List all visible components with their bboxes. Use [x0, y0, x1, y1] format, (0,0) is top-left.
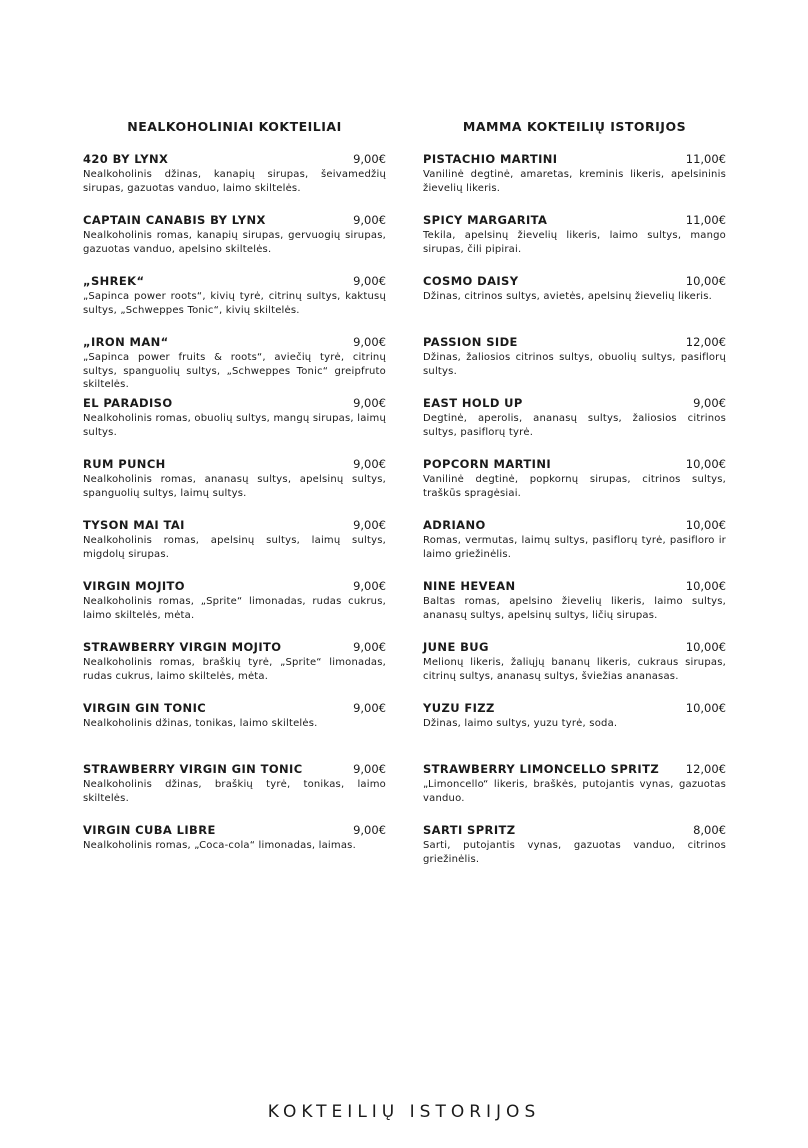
menu-item-description: Nealkoholinis romas, ananasų sultys, apelsinų sultys, spanguolių sultys, laimų sultys.	[83, 474, 386, 499]
menu-item-description: „Sapinca power roots“, kivių tyrė, citrinų sultys, kaktusų sultys, „Schweppes Tonic“, kivių skiltelės.	[83, 291, 386, 316]
menu-item	[423, 823, 726, 884]
menu-item-name: RUM PUNCH	[83, 457, 166, 471]
menu-item-description: Nealkoholinis džinas, braškių tyrė, tonikas, laimo skiltelės.	[83, 779, 386, 804]
footer-title: KOKTEILIŲ ISTORIJOS	[267, 1102, 541, 1122]
menu-item-header	[423, 701, 726, 715]
menu-item-price: 9,00€	[353, 701, 386, 715]
menu-item-price: 10,00€	[685, 457, 726, 471]
mamma-cocktails-column	[423, 119, 726, 884]
menu-item-name: STRAWBERRY VIRGIN MOJITO	[83, 640, 282, 654]
menu-item-price: 10,00€	[685, 579, 726, 593]
column-title: NEALKOHOLINIAI KOKTEILIAI	[127, 119, 342, 134]
menu-item	[83, 701, 386, 762]
menu-item-price: 9,00€	[353, 213, 386, 227]
menu-item-price: 9,00€	[693, 396, 726, 410]
menu-item-header	[83, 518, 386, 532]
menu-item	[423, 396, 726, 457]
menu-item-description: Nealkoholinis romas, braškių tyrė, „Sprite“ limonadas, rudas cukrus, laimo skiltelės, mėta.	[83, 657, 386, 682]
menu-list	[83, 152, 386, 884]
menu-item	[83, 579, 386, 640]
menu-item-name: STRAWBERRY LIMONCELLO SPRITZ	[423, 762, 660, 776]
menu-item-description: Melionų likeris, žaliųjų bananų likeris, cukraus sirupas, citrinų sultys, ananasų sultys, šviežias ananasas.	[423, 657, 726, 682]
menu-item-description: Nealkoholinis džinas, kanapių sirupas, šeivamedžių sirupas, gazuotas vanduo, laimo skiltelės.	[83, 169, 386, 194]
menu-item	[423, 457, 726, 518]
menu-item-description: Vanilinė degtinė, amaretas, kreminis likeris, apelsininis žievelių likeris.	[423, 169, 726, 194]
menu-item-price: 9,00€	[353, 823, 386, 837]
menu-item-description: Baltas romas, apelsino žievelių likeris, laimo sultys, ananasų sultys, apelsinų sultys, ličių sirupas.	[423, 596, 726, 621]
menu-item-price: 9,00€	[353, 396, 386, 410]
menu-item-name: EL PARADISO	[83, 396, 173, 410]
menu-item-description: „Limoncello“ likeris, braškės, putojantis vynas, gazuotas vanduo.	[423, 779, 726, 804]
menu-item-price: 9,00€	[353, 518, 386, 532]
menu-item	[423, 701, 726, 762]
menu-item-name: SPICY MARGARITA	[423, 213, 548, 227]
menu-item	[423, 640, 726, 701]
menu-item-price: 9,00€	[353, 640, 386, 654]
menu-item-header	[83, 152, 386, 166]
menu-item-name: „SHREK“	[83, 274, 145, 288]
menu-item-price: 11,00€	[685, 213, 726, 227]
menu-item	[423, 579, 726, 640]
menu-item-price: 9,00€	[353, 762, 386, 776]
menu-item-name: PISTACHIO MARTINI	[423, 152, 558, 166]
menu-item-name: NINE HEVEAN	[423, 579, 516, 593]
menu-item	[423, 274, 726, 335]
menu-item-name: VIRGIN CUBA LIBRE	[83, 823, 216, 837]
menu-item-name: CAPTAIN CANABIS BY LYNX	[83, 213, 266, 227]
menu-item	[423, 213, 726, 274]
menu-item-name: ADRIANO	[423, 518, 486, 532]
menu-item-price: 10,00€	[685, 640, 726, 654]
menu-item-description: Nealkoholinis romas, apelsinų sultys, laimų sultys, migdolų sirupas.	[83, 535, 386, 560]
menu-item-name: „IRON MAN“	[83, 335, 169, 349]
menu-item-price: 9,00€	[353, 335, 386, 349]
menu-item-price: 10,00€	[685, 518, 726, 532]
menu-item	[423, 762, 726, 823]
menu-item-header	[423, 335, 726, 349]
menu-item-header	[423, 396, 726, 410]
menu-item-price: 10,00€	[685, 274, 726, 288]
menu-item-header	[83, 335, 386, 349]
menu-item-header	[423, 457, 726, 471]
menu-item-name: JUNE BUG	[423, 640, 489, 654]
menu-item-description: Degtinė, aperolis, ananasų sultys, žaliosios citrinos sultys, pasiflorų tyrė.	[423, 413, 726, 438]
menu-item-name: VIRGIN MOJITO	[83, 579, 185, 593]
menu-item-description: Nealkoholinis romas, obuolių sultys, mangų sirupas, laimų sultys.	[83, 413, 386, 438]
menu-item-header	[83, 213, 386, 227]
menu-item-description: Nealkoholinis romas, „Sprite“ limonadas, rudas cukrus, laimo skiltelės, mėta.	[83, 596, 386, 621]
menu-item-header	[83, 457, 386, 471]
menu-item-name: COSMO DAISY	[423, 274, 519, 288]
menu-item-description: Nealkoholinis romas, „Coca-cola“ limonadas, laimas.	[83, 840, 356, 851]
menu-item-description: Vanilinė degtinė, popkornų sirupas, citrinos sultys, traškūs spragėsiai.	[423, 474, 726, 499]
menu-item-name: 420 BY LYNX	[83, 152, 169, 166]
menu-item-header	[83, 640, 386, 654]
menu-item	[83, 823, 386, 884]
menu-item-name: VIRGIN GIN TONIC	[83, 701, 207, 715]
menu-item-header	[423, 640, 726, 654]
menu-item-price: 8,00€	[693, 823, 726, 837]
menu-item-header	[83, 701, 386, 715]
menu-item-description: Nealkoholinis romas, kanapių sirupas, gervuogių sirupas, gazuotas vanduo, apelsino skiltelės.	[83, 230, 386, 255]
menu-item	[83, 152, 386, 213]
non-alcoholic-column	[83, 119, 386, 884]
menu-item-price: 10,00€	[685, 701, 726, 715]
menu-item-header	[423, 762, 726, 776]
menu-item-header	[83, 579, 386, 593]
menu-item-header	[83, 762, 386, 776]
menu-item-price: 9,00€	[353, 274, 386, 288]
menu-item-name: SARTI SPRITZ	[423, 823, 516, 837]
menu-item-header	[83, 396, 386, 410]
menu-item-header	[423, 518, 726, 532]
menu-list	[423, 152, 726, 884]
menu-item-description: Džinas, laimo sultys, yuzu tyrė, soda.	[423, 718, 618, 729]
menu-item	[83, 762, 386, 823]
menu-item-description: Romas, vermutas, laimų sultys, pasiflorų tyrė, pasifloro ir laimo griežinėlis.	[423, 535, 726, 560]
menu-item-price: 11,00€	[685, 152, 726, 166]
menu-item-header	[83, 823, 386, 837]
menu-item-name: POPCORN MARTINI	[423, 457, 552, 471]
menu-item-header	[423, 579, 726, 593]
menu-item-price: 12,00€	[685, 762, 726, 776]
menu-item-price: 12,00€	[685, 335, 726, 349]
menu-item	[83, 396, 386, 457]
menu-item	[423, 335, 726, 396]
menu-item	[83, 457, 386, 518]
menu-item-description: Džinas, žaliosios citrinos sultys, obuolių sultys, pasiflorų sultys.	[423, 352, 726, 377]
menu-item-description: Nealkoholinis džinas, tonikas, laimo skiltelės.	[83, 718, 318, 729]
menu-item-name: YUZU FIZZ	[423, 701, 495, 715]
menu-item-name: TYSON MAI TAI	[83, 518, 185, 532]
menu-item-description: Sarti, putojantis vynas, gazuotas vanduo, citrinos griežinėlis.	[423, 840, 726, 865]
menu-item-header	[423, 152, 726, 166]
menu-item-description: Tekila, apelsinų žievelių likeris, laimo sultys, mango sirupas, čili pipirai.	[423, 230, 726, 255]
menu-item-name: STRAWBERRY VIRGIN GIN TONIC	[83, 762, 303, 776]
menu-item-header	[83, 274, 386, 288]
menu-item	[423, 518, 726, 579]
menu-item-description: Džinas, citrinos sultys, avietės, apelsinų žievelių likeris.	[423, 291, 713, 302]
menu-item-price: 9,00€	[353, 152, 386, 166]
menu-item	[83, 274, 386, 335]
menu-item-name: EAST HOLD UP	[423, 396, 523, 410]
menu-item	[83, 213, 386, 274]
menu-item-header	[423, 213, 726, 227]
menu-item	[83, 518, 386, 579]
menu-item	[83, 640, 386, 701]
column-title: MAMMA KOKTEILIŲ ISTORIJOS	[462, 119, 687, 134]
menu-item-header	[423, 823, 726, 837]
menu-item	[423, 152, 726, 213]
menu-item-name: PASSION SIDE	[423, 335, 518, 349]
menu-item-header	[423, 274, 726, 288]
menu-item-price: 9,00€	[353, 579, 386, 593]
menu-item-description: „Sapinca power fruits & roots“, aviečių tyrė, citrinų sultys, spanguolių sultys, „Schweppes Tonic“ greipfruto skiltelės.	[83, 352, 386, 390]
menu-item-price: 9,00€	[353, 457, 386, 471]
menu-item	[83, 335, 386, 396]
